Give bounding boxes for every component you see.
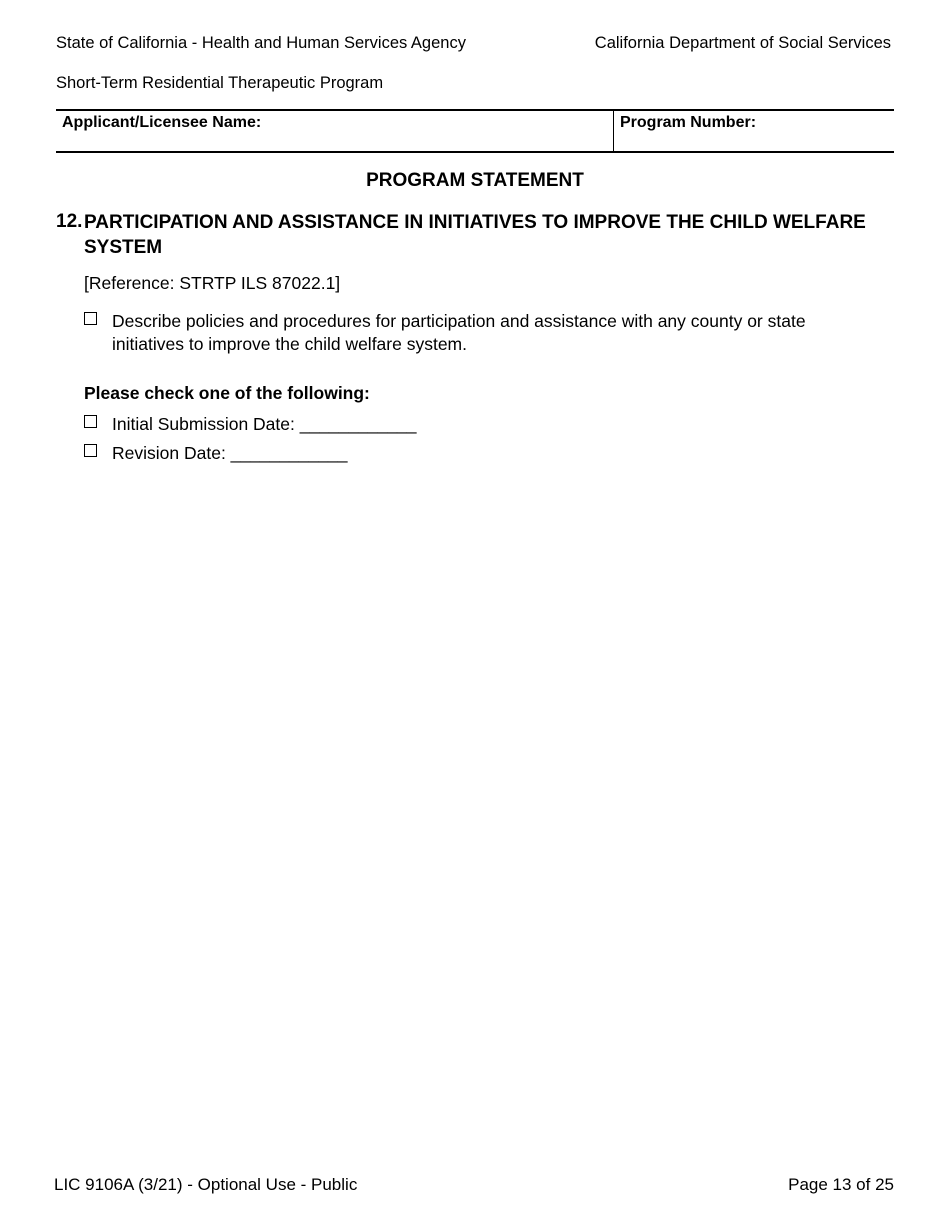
describe-policies-text: Describe policies and procedures for participation and assistance with any county or state initiatives to improve the child welfare system. bbox=[112, 311, 806, 354]
applicant-name-cell[interactable] bbox=[56, 111, 614, 151]
applicant-name-label: Applicant/Licensee Name: bbox=[62, 114, 262, 131]
check-one-heading: Please check one of the following: bbox=[84, 383, 370, 403]
program-number-cell[interactable] bbox=[614, 111, 894, 151]
page-title: PROGRAM STATEMENT bbox=[366, 170, 584, 191]
initial-submission-item bbox=[84, 413, 484, 437]
agency-name: State of California - Health and Human Services Agency bbox=[56, 34, 466, 52]
section-title: PARTICIPATION AND ASSISTANCE IN INITIATIVES TO IMPROVE THE CHILD WELFARE SYSTEM bbox=[84, 212, 866, 258]
department-name: California Department of Social Services bbox=[594, 34, 891, 52]
form-id: LIC 9106A (3/21) - Optional Use - Public bbox=[54, 1175, 358, 1194]
reference-text: [Reference: STRTP ILS 87022.1] bbox=[84, 273, 341, 293]
page-number: Page 13 of 25 bbox=[788, 1175, 894, 1194]
program-name: Short-Term Residential Therapeutic Program bbox=[56, 74, 384, 92]
section-number: 12. bbox=[56, 211, 83, 232]
program-number-label: Program Number: bbox=[620, 114, 757, 131]
revision-item bbox=[84, 442, 484, 466]
revision-text: Revision Date: ____________ bbox=[112, 443, 348, 463]
initial-submission-checkbox[interactable] bbox=[84, 415, 97, 428]
initial-submission-text: Initial Submission Date: ____________ bbox=[112, 414, 417, 434]
applicant-info-table bbox=[56, 109, 894, 153]
describe-policies-item bbox=[84, 310, 884, 360]
revision-checkbox[interactable] bbox=[84, 444, 97, 457]
describe-policies-checkbox[interactable] bbox=[84, 312, 97, 325]
